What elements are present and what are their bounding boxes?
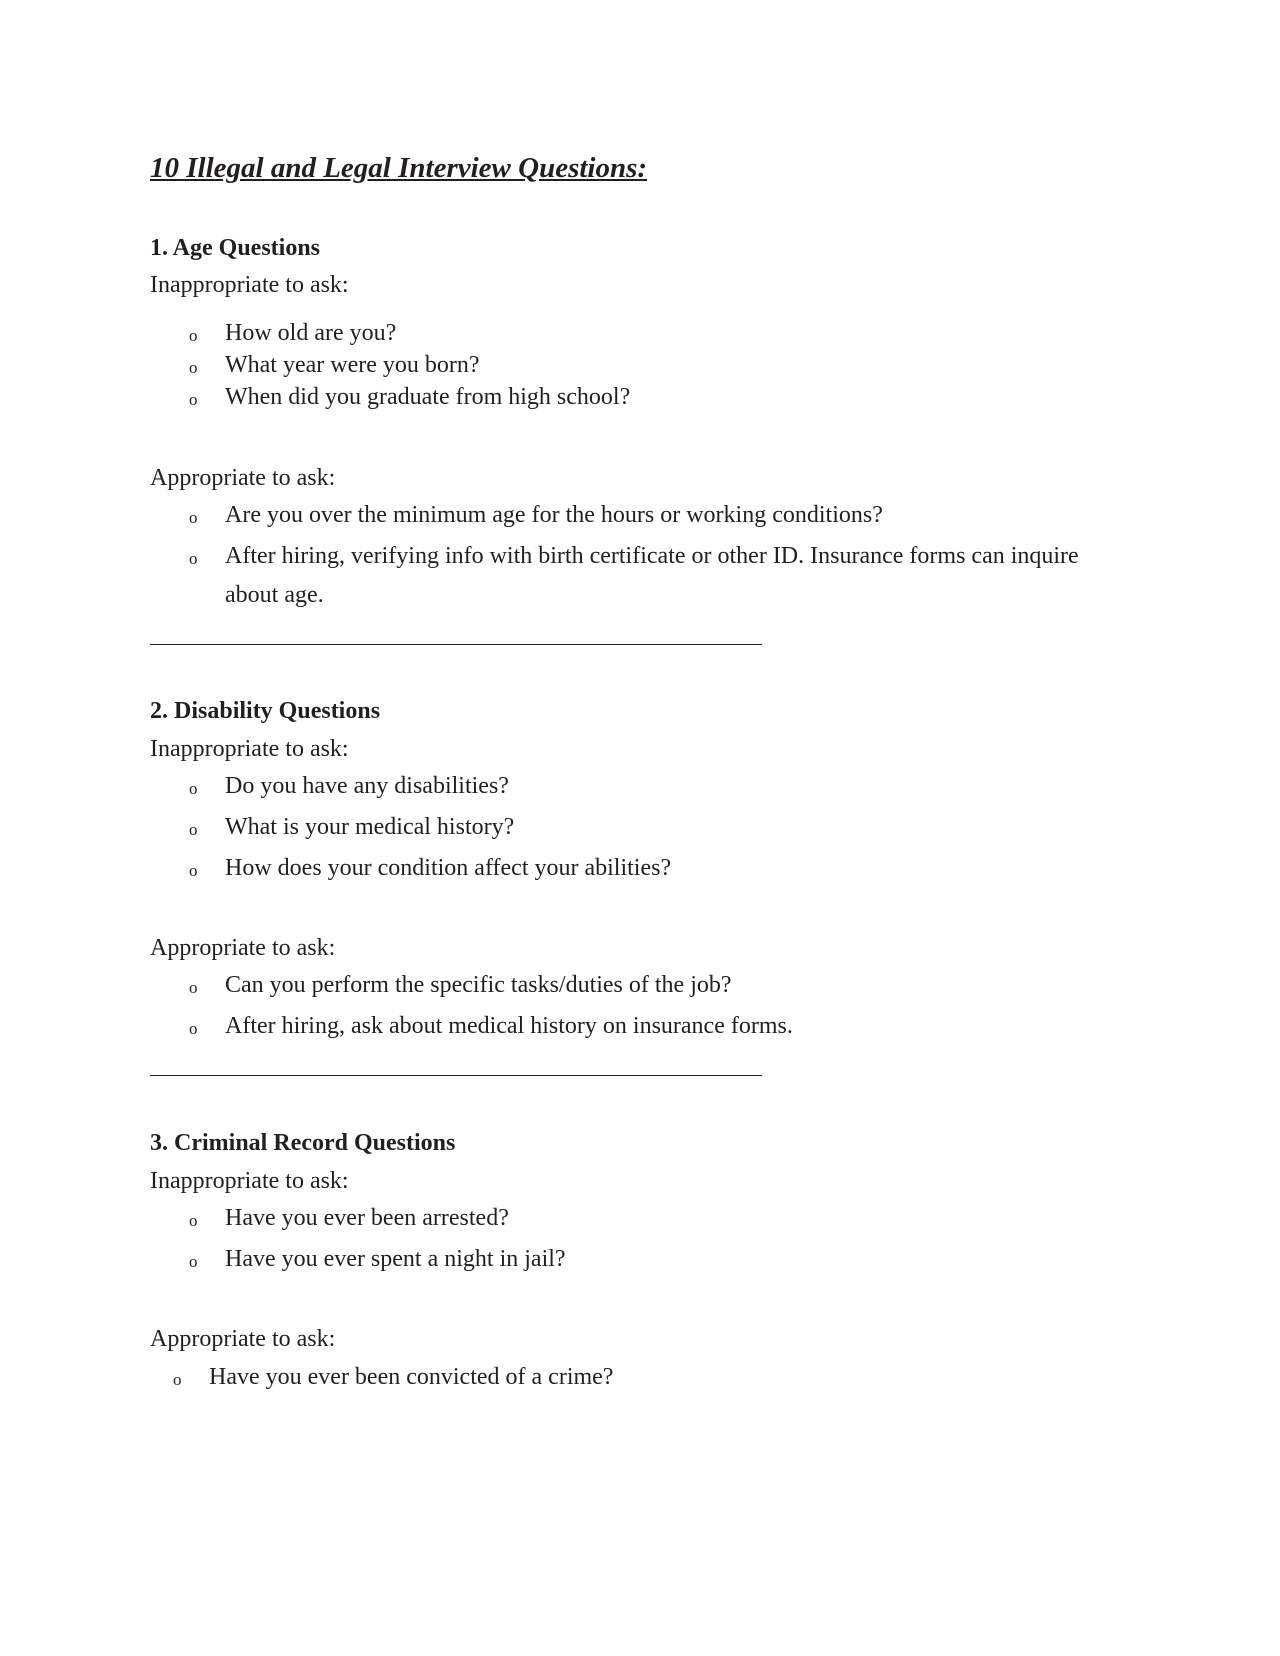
section-heading-age: 1. Age Questions — [150, 235, 321, 261]
list-item: o Do you have any disabilities? — [225, 767, 1125, 806]
circle-bullet-icon: o — [189, 508, 198, 527]
list-item: o What year were you born? — [225, 346, 1125, 385]
section-divider — [150, 644, 762, 645]
list-item: o What is your medical history? — [225, 808, 1125, 847]
circle-bullet-icon: o — [189, 978, 198, 997]
circle-bullet-icon: o — [189, 390, 198, 409]
list-item: o Have you ever been arrested? — [225, 1199, 1125, 1238]
list-item: o Are you over the minimum age for the hours or working conditions? — [225, 496, 1125, 535]
inappropriate-label: Inappropriate to ask: — [150, 272, 349, 298]
circle-bullet-icon: o — [189, 820, 198, 839]
inappropriate-label: Inappropriate to ask: — [150, 1168, 349, 1194]
circle-bullet-icon: o — [189, 326, 198, 345]
list-item: o How does your condition affect your abilities? — [225, 849, 1125, 888]
circle-bullet-icon: o — [189, 1252, 198, 1271]
section-heading-criminal-record: 3. Criminal Record Questions — [150, 1130, 456, 1156]
circle-bullet-icon: o — [189, 779, 198, 798]
list-item: o Have you ever spent a night in jail? — [225, 1240, 1125, 1279]
section-divider — [150, 1075, 762, 1076]
list-item: o When did you graduate from high school? — [225, 378, 1125, 417]
document-title: 10 Illegal and Legal Interview Questions: — [150, 152, 648, 184]
list-item: o After hiring, verifying info with birth certificate or other ID. Insurance forms can inquire about age. — [225, 537, 1125, 615]
list-item: o After hiring, ask about medical history on insurance forms. — [225, 1007, 1125, 1046]
circle-bullet-icon: o — [189, 1211, 198, 1230]
section-heading-disability: 2. Disability Questions — [150, 698, 381, 724]
appropriate-label: Appropriate to ask: — [150, 935, 336, 961]
appropriate-label: Appropriate to ask: — [150, 465, 336, 491]
list-item: o How old are you? — [225, 314, 1125, 353]
circle-bullet-icon: o — [189, 549, 198, 568]
circle-bullet-icon: o — [189, 1019, 198, 1038]
circle-bullet-icon: o — [189, 861, 198, 880]
circle-bullet-icon: o — [189, 358, 198, 377]
inappropriate-label: Inappropriate to ask: — [150, 736, 349, 762]
appropriate-label: Appropriate to ask: — [150, 1326, 336, 1352]
circle-bullet-icon: o — [173, 1370, 182, 1389]
list-item: o Can you perform the specific tasks/duties of the job? — [225, 966, 1125, 1005]
list-item: o Have you ever been convicted of a crime? — [209, 1358, 1109, 1397]
